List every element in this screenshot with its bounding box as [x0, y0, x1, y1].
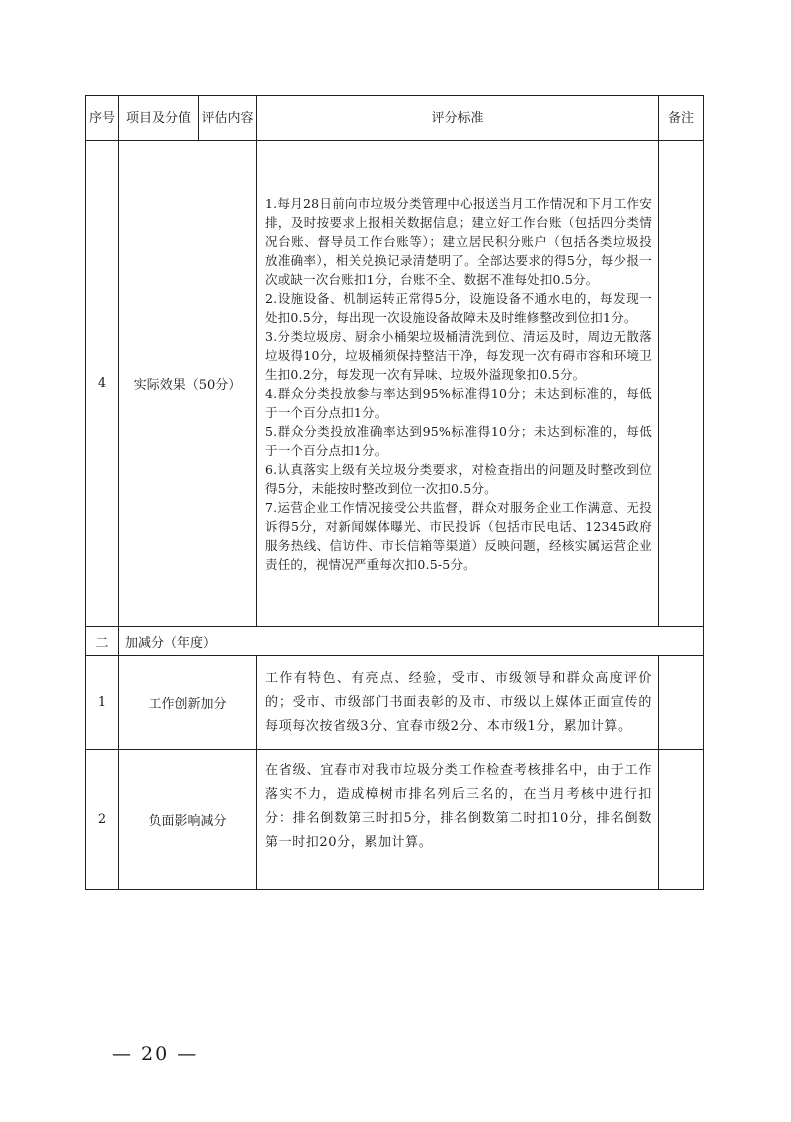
penalty-standard	[257, 750, 659, 890]
row4-item: 实际效果（50分）	[119, 141, 257, 627]
standard-item: 1.每月28日前向市垃圾分类管理中心报送当月工作情况和下月工作安排，及时按要求上报相关数据信息；建立好工作台账（包括四分类情况台账、督导员工作台账等）；建立居民积分账户（包括各类垃圾投放准确率），相关兑换记录清楚明了。全部达要求的得5分，每少报一次或缺一次台账扣1分，台账不全、数据不准每处扣0.5分。	[265, 196, 652, 287]
table-row-innovation-bonus	[86, 656, 704, 750]
evaluation-table	[85, 95, 704, 890]
standard-item: 6.认真落实上级有关垃圾分类要求，对检查指出的问题及时整改到位得5分，未能按时整改到位一次扣0.5分。	[265, 462, 652, 496]
penalty-note	[659, 750, 704, 890]
section2-title: 加减分（年度）	[119, 627, 704, 656]
bonus-standard	[257, 656, 659, 750]
header-note: 备注	[659, 96, 704, 141]
row4-note	[659, 141, 704, 627]
standard-item: 3.分类垃圾房、厨余小桶架垃圾桶清洗到位、清运及时，周边无散落垃圾得10分，垃圾桶须保持整洁干净，每发现一次有碍市容和环境卫生扣0.2分，每发现一次有异味、垃圾外溢现象扣0.5分。	[265, 329, 652, 382]
standard-item: 7.运营企业工作情况接受公共监督，群众对服务企业工作满意、无投诉得5分，对新闻媒体曝光、市民投诉（包括市民电话、12345政府服务热线、信访件、市长信箱等渠道）反映问题，经核实属运营企业责任的，视情况严重每次扣0.5-5分。	[265, 500, 652, 572]
header-no: 序号	[86, 96, 119, 141]
standard-item: 2.设施设备、机制运转正常得5分，设施设备不通水电的，每发现一处扣0.5分，每出现一次设施设备故障未及时维修整改到位扣1分。	[265, 291, 652, 325]
header-standard: 评分标准	[257, 96, 659, 141]
bonus-content: 工作创新加分	[119, 656, 257, 750]
bonus-standard-text: 工作有特色、有亮点、经验，受市、市级领导和群众高度评价的；受市、市级部门书面表彰的及市、市级以上媒体正面宣传的每项每次按省级3分、宜春市级2分、本市级1分，累加计算。	[265, 671, 652, 734]
header-item: 项目及分值	[119, 96, 199, 141]
standard-item: 4.群众分类投放参与率达到95%标准得10分；未达到标准的，每低于一个百分点扣1分。	[265, 386, 652, 420]
table-row-negative-penalty	[86, 750, 704, 890]
standard-item: 5.群众分类投放准确率达到95%标准得10分；未达到标准的，每低于一个百分点扣1分。	[265, 424, 652, 458]
bonus-no: 1	[86, 656, 119, 750]
section2-no: 二	[86, 627, 119, 656]
penalty-content: 负面影响减分	[119, 750, 257, 890]
section-row-bonus-penalty	[86, 627, 704, 656]
penalty-no: 2	[86, 750, 119, 890]
header-content: 评估内容	[199, 96, 257, 141]
bonus-note	[659, 656, 704, 750]
penalty-standard-text: 在省级、宜春市对我市垃圾分类工作检查考核排名中，由于工作落实不力，造成樟树市排名列后三名的，在当月考核中进行扣分：排名倒数第三时扣5分，排名倒数第二时扣10分，排名倒数第一时扣20分，累加计算。	[265, 763, 652, 850]
table-header-row	[86, 96, 704, 141]
page-number: — 20 —	[112, 1043, 199, 1065]
row4-standards	[257, 141, 659, 627]
table-row-actual-effect	[86, 141, 704, 627]
row4-no: 4	[86, 141, 119, 627]
